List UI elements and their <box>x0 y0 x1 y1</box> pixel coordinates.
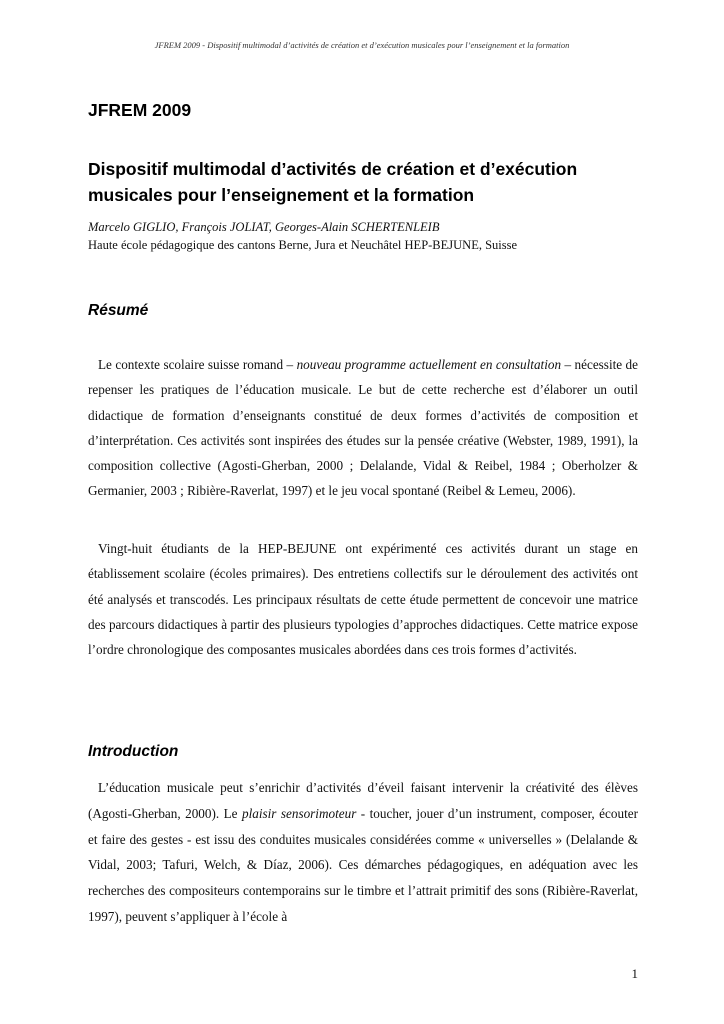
introduction-paragraph-1 <box>88 775 638 930</box>
running-header: JFREM 2009 - Dispositif multimodal d’activités de création et d’exécution musicales pour l’enseignement et la formation <box>154 40 570 50</box>
abstract-paragraph-1 <box>88 352 638 504</box>
introduction-heading: Introduction <box>88 743 179 760</box>
abstract-p1-text-a: Le contexte scolaire suisse romand – <box>98 357 297 372</box>
intro-p1-text-a: L’éducation musicale peut s’enrichir d’activités d’éveil faisant intervenir la créativité des élèves (Agosti-Gherban, 2000). Le <box>88 780 638 821</box>
page-number: 1 <box>631 966 638 981</box>
conference-heading: JFREM 2009 <box>88 100 192 120</box>
affiliation: Haute école pédagogique des cantons Berne, Jura et Neuchâtel HEP-BEJUNE, Suisse <box>88 238 518 252</box>
abstract-paragraph-2: Vingt-huit étudiants de la HEP-BEJUNE ont expérimenté ces activités durant un stage en établissement scolaire (écoles primaires). Des entretiens collectifs sur le déroulement des activités ont été analysés et transcodés. Les principaux résultats de cette étude permettent de concevoir une matrice des parcours didactiques à partir des plusieurs typologies d’approches didactiques. Cette matrice expose l’ordre chronologique des composantes musicales abordées dans ces trois formes d’activités. <box>88 541 638 658</box>
abstract-heading: Résumé <box>88 302 149 319</box>
author-list: Marcelo GIGLIO, François JOLIAT, Georges-Alain SCHERTENLEIB <box>88 220 440 234</box>
abstract-p1-text-c: – nécessite de repenser les pratiques de l’éducation musicale. Le but de cette recherche est d’élaborer un outil didactique de formation d’enseignants constitué de deux formes d’activités de composition et d’interprétation. Ces activités sont inspirées des études sur la pensée créative (Webster, 1989, 1991), la composition collective (Agosti-Gherban, 2000 ; Delalande, Vidal & Reibel, 1984 ; Oberholzer & Germanier, 2003 ; Ribière-Raverlat, 1997) et le jeu vocal spontané (Reibel & Lemeu, 2006). <box>88 357 639 499</box>
intro-p1-text-c: - toucher, jouer d’un instrument, composer, écouter et faire des gestes - est issu des conduites musicales considérées comme « universelles » (Delalande & Vidal, 2003; Tafuri, Welch, & Díaz, 2006). Ces démarches pédagogiques, en adéquation avec les recherches des compositeurs contemporains sur le timbre et l’attrait primitif des sons (Ribière-Raverlat, 1997), peuvent s’appliquer à l’école à <box>88 805 638 924</box>
abstract-p1-emphasis: nouveau programme actuellement en consultation <box>296 357 562 372</box>
paper-title: Dispositif multimodal d’activités de création et d’exécution musicales pour l’enseignement et la formation <box>88 159 578 205</box>
intro-p1-emphasis: plaisir sensorimoteur <box>241 805 357 821</box>
